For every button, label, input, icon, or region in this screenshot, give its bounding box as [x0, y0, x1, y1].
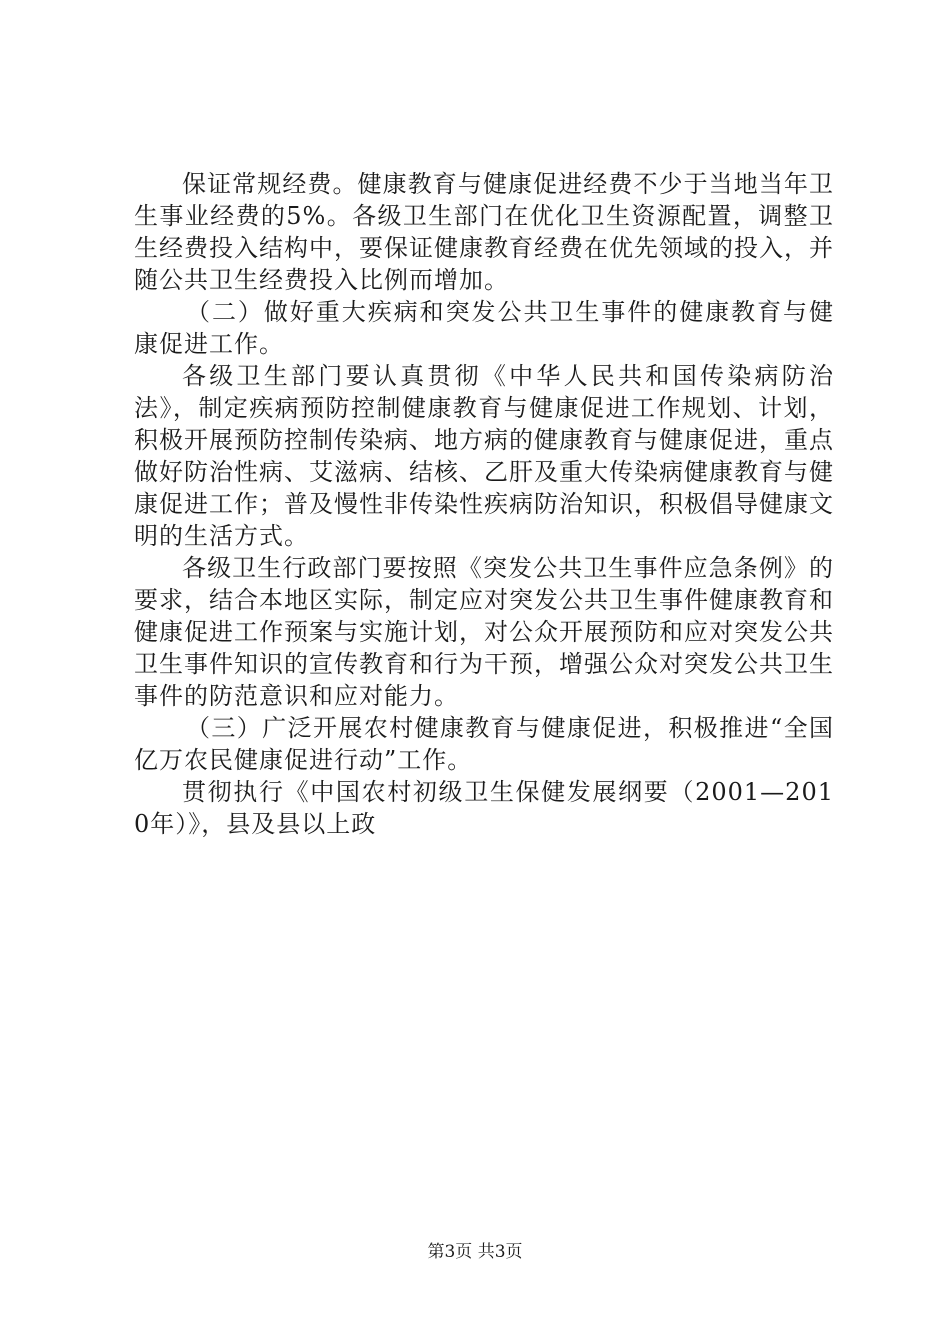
paragraph-disease-prevention: 各级卫生部门要认真贯彻《中华人民共和国传染病防治法》，制定疾病预防控制健康教育与健康促进工作规划、计划，积极开展预防控制传染病、地方病的健康教育与健康促进，重点做好防治性病、艾滋病、结核、乙肝及重大传染病健康教育与健康促进工作；普及慢性非传染性疾病防治知识，积极倡导健康文明的生活方式。: [134, 362, 834, 550]
section-heading-2: （二）做好重大疾病和突发公共卫生事件的健康教育与健康促进工作。: [134, 298, 834, 358]
document-body: [134, 168, 834, 840]
paragraph-rural-outline: 贯彻执行《中国农村初级卫生保健发展纲要（2001—2010年）》，县及县以上政: [134, 778, 834, 838]
paragraph-emergency-response: 各级卫生行政部门要按照《突发公共卫生事件应急条例》的要求，结合本地区实际，制定应对突发公共卫生事件健康教育和健康促进工作预案与实施计划，对公众开展预防和应对突发公共卫生事件知识的宣传教育和行为干预，增强公众对突发公共卫生事件的防范意识和应对能力。: [134, 554, 834, 710]
paragraph-funding: 保证常规经费。健康教育与健康促进经费不少于当地当年卫生事业经费的5%。各级卫生部门在优化卫生资源配置，调整卫生经费投入结构中，要保证健康教育经费在优先领域的投入，并随公共卫生经费投入比例而增加。: [134, 170, 834, 294]
section-heading-3: （三）广泛开展农村健康教育与健康促进，积极推进“全国亿万农民健康促进行动”工作。: [134, 714, 834, 774]
page-footer: 第3页 共3页: [427, 1242, 523, 1262]
